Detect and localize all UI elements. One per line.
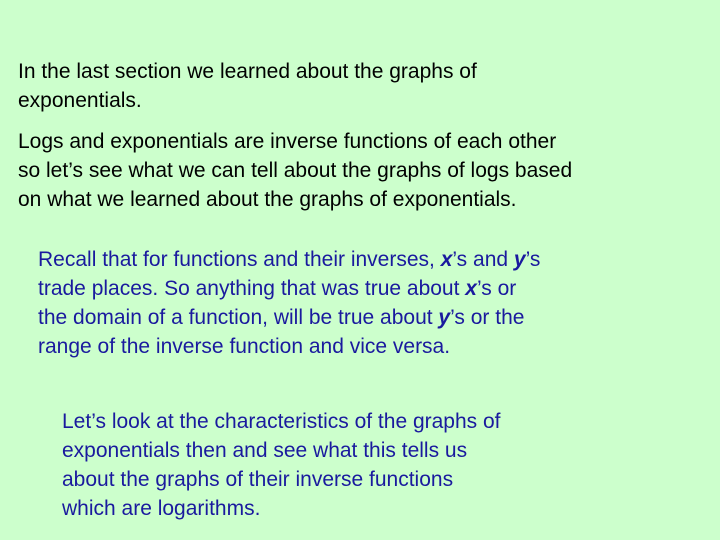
recall-text: ’s: [525, 248, 541, 271]
characteristics-line-1: Let’s look at the characteristics of the graphs of: [62, 410, 501, 433]
recall-text: ’s or: [476, 277, 517, 300]
recall-text: ’s and: [452, 248, 514, 271]
recall-line-2: [38, 274, 540, 303]
characteristics-line-2: exponentials then and see what this tells us: [62, 439, 468, 462]
recall-text: ’s or the: [450, 306, 525, 329]
recall-line-4: range of the inverse function and vice versa.: [38, 335, 451, 358]
inverse-line-1: Logs and exponentials are inverse functions of each other: [18, 130, 557, 153]
characteristics-line-3: about the graphs of their inverse functions: [62, 468, 454, 491]
recall-line-3: [38, 303, 540, 332]
inverse-line-2: so let’s see what we can tell about the graphs of logs based: [18, 159, 573, 182]
variable-y: y: [513, 248, 526, 271]
variable-y: y: [438, 306, 451, 329]
recall-paragraph: [38, 245, 540, 361]
recall-text: trade places. So anything that was true about: [38, 277, 466, 300]
recall-line-1: [38, 245, 540, 274]
characteristics-line-4: which are logarithms.: [62, 497, 261, 520]
inverse-paragraph: [18, 127, 572, 214]
recall-text: Recall that for functions and their inverses,: [38, 248, 441, 271]
variable-x: x: [465, 277, 477, 300]
intro-line-1: In the last section we learned about the graphs of: [18, 60, 477, 83]
intro-line-2: exponentials.: [18, 89, 142, 112]
characteristics-paragraph: [62, 407, 501, 523]
variable-x: x: [440, 248, 453, 271]
intro-paragraph: [18, 57, 477, 115]
inverse-line-3: on what we learned about the graphs of exponentials.: [18, 188, 517, 211]
recall-text: the domain of a function, will be true about: [38, 306, 439, 329]
